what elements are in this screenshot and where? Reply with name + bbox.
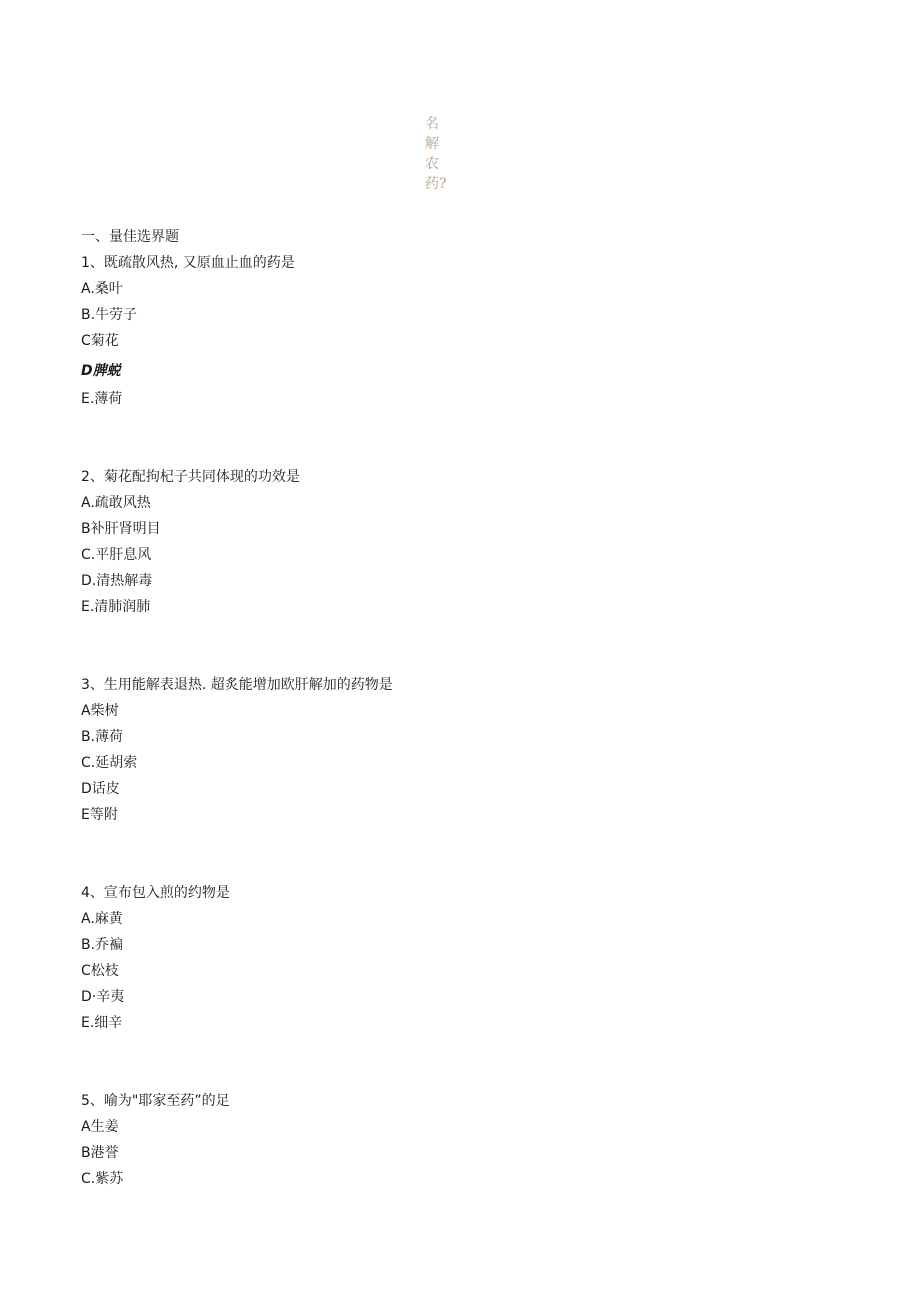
option-d: D话皮 [81,781,120,797]
question-5 [81,1090,841,1194]
question-2 [81,466,841,622]
document-body [81,226,841,1246]
option-e: E.清肺润肺 [81,599,151,615]
question-1 [81,252,841,414]
option-c: C.延胡索 [81,755,138,771]
title-line: 药? [425,176,447,192]
option-e: E.细辛 [81,1015,123,1031]
option-c: C菊花 [81,333,119,349]
option-b: B补肝肾明目 [81,521,161,537]
question-text: 2、菊花配拘杞子共同体现的功效是 [81,469,300,485]
option-a: A柴树 [81,703,119,719]
question-3 [81,674,841,830]
option-d: D.清热解毒 [81,573,153,589]
title-line: 农 [425,156,439,172]
option-c: C.平肝息风 [81,547,152,563]
section-heading: 一、量佳选界题 [81,229,179,245]
title-line: 名 [425,116,439,132]
option-a: A生姜 [81,1119,119,1135]
option-c: C.紫苏 [81,1171,124,1187]
question-text: 3、生用能解表退热. 超炙能增加欧肝解加的药物是 [81,677,393,693]
option-e: E等附 [81,807,118,823]
option-a: A.麻黄 [81,911,123,927]
option-b: B.薄荷 [81,729,124,745]
question-4 [81,882,841,1038]
option-b: B.乔褊 [81,937,124,953]
option-e: E.薄荷 [81,391,123,407]
option-d: D脾蜕 [81,363,121,379]
title-line: 解 [425,136,439,152]
question-text: 1、既疏散风热, 又原血止血的药是 [81,255,295,271]
page-title [425,114,455,194]
option-a: A.桑叶 [81,281,123,297]
option-c: C松枝 [81,963,119,979]
option-d: D·辛夷 [81,989,125,1005]
option-b: B.牛劳子 [81,307,138,323]
question-text: 5、喻为"耶家至药”的足 [81,1093,230,1109]
option-b: B港誉 [81,1145,119,1161]
question-text: 4、宣布包入煎的约物是 [81,885,230,901]
option-a: A.疏敢风热 [81,495,151,511]
